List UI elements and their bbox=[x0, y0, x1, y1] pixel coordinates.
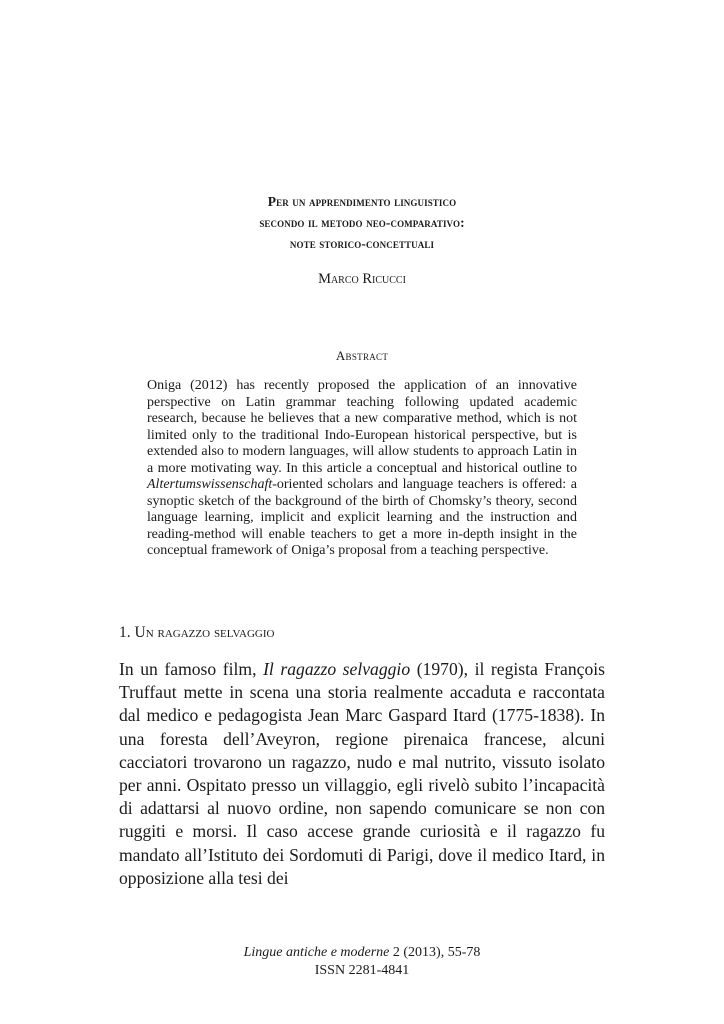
journal-citation bbox=[0, 944, 724, 962]
abstract-heading: Abstract bbox=[335, 348, 389, 363]
abstract-text-part-2: -oriented scholars and language teachers is offered: a synoptic sketch of the background of the birth of Chomsky’s theory, second language learning, implicit and explicit learning and the instruction and reading-method will enable teachers to get a more in-depth insight in the conceptual framework of Oniga’s proposal from a teaching perspective. bbox=[147, 477, 577, 558]
abstract-body bbox=[147, 378, 577, 560]
title-line-1: Per un apprendimento linguistico bbox=[267, 194, 457, 209]
paper-title bbox=[0, 191, 724, 254]
abstract-text-part-1: Oniga (2012) has recently proposed the application of an innovative perspective on Latin grammar teaching following updated academic research, because he believes that a new comparative method, which is not limited only to the traditional Indo-European historical perspective, but is extended also to modern languages, will allow students to approach Latin in a more motivating way. In this article a conceptual and historical outline to bbox=[147, 378, 577, 476]
journal-name: Lingue antiche e moderne bbox=[243, 945, 390, 960]
section-body bbox=[119, 658, 605, 890]
film-title: Il ragazzo selvaggio bbox=[263, 659, 411, 679]
abstract-paragraph bbox=[147, 378, 577, 560]
author-name: Marco Ricucci bbox=[318, 271, 406, 287]
title-line-2: secondo il metodo neo-comparativo: bbox=[259, 215, 465, 230]
issn: ISSN 2281-4841 bbox=[314, 963, 410, 978]
abstract-italic-term: Altertumswissenschaft bbox=[147, 477, 273, 492]
body-paragraph bbox=[119, 658, 605, 890]
body-text-part-2: (1970), il regista François Truffaut mette in scena una storia realmente accaduta e raccontata dal medico e pedagogista Jean Marc Gaspard Itard (1775-1838). In una foresta dell’Aveyron, regione pirenaica francese, alcuni cacciatori trovarono un ragazzo, nudo e mal nutrito, vissuto isolato per anni. Ospitato presso un villaggio, egli rivelò subito l’incapacità di adattarsi al nuovo ordine, non sapendo comunicare se non con ruggiti e morsi. Il caso accese grande curiosità e il ragazzo fu mandato all’Istituto dei Sordomuti di Parigi, dove il medico Itard, in opposizione alla tesi dei bbox=[119, 659, 605, 888]
journal-volume: 2 (2013), 55-78 bbox=[389, 945, 481, 960]
body-text-part-1: In un famoso film, bbox=[119, 659, 264, 679]
page-footer bbox=[0, 944, 724, 980]
title-line-3: note storico-concettuali bbox=[289, 236, 435, 251]
section-heading: 1. Un ragazzo selvaggio bbox=[119, 624, 275, 641]
